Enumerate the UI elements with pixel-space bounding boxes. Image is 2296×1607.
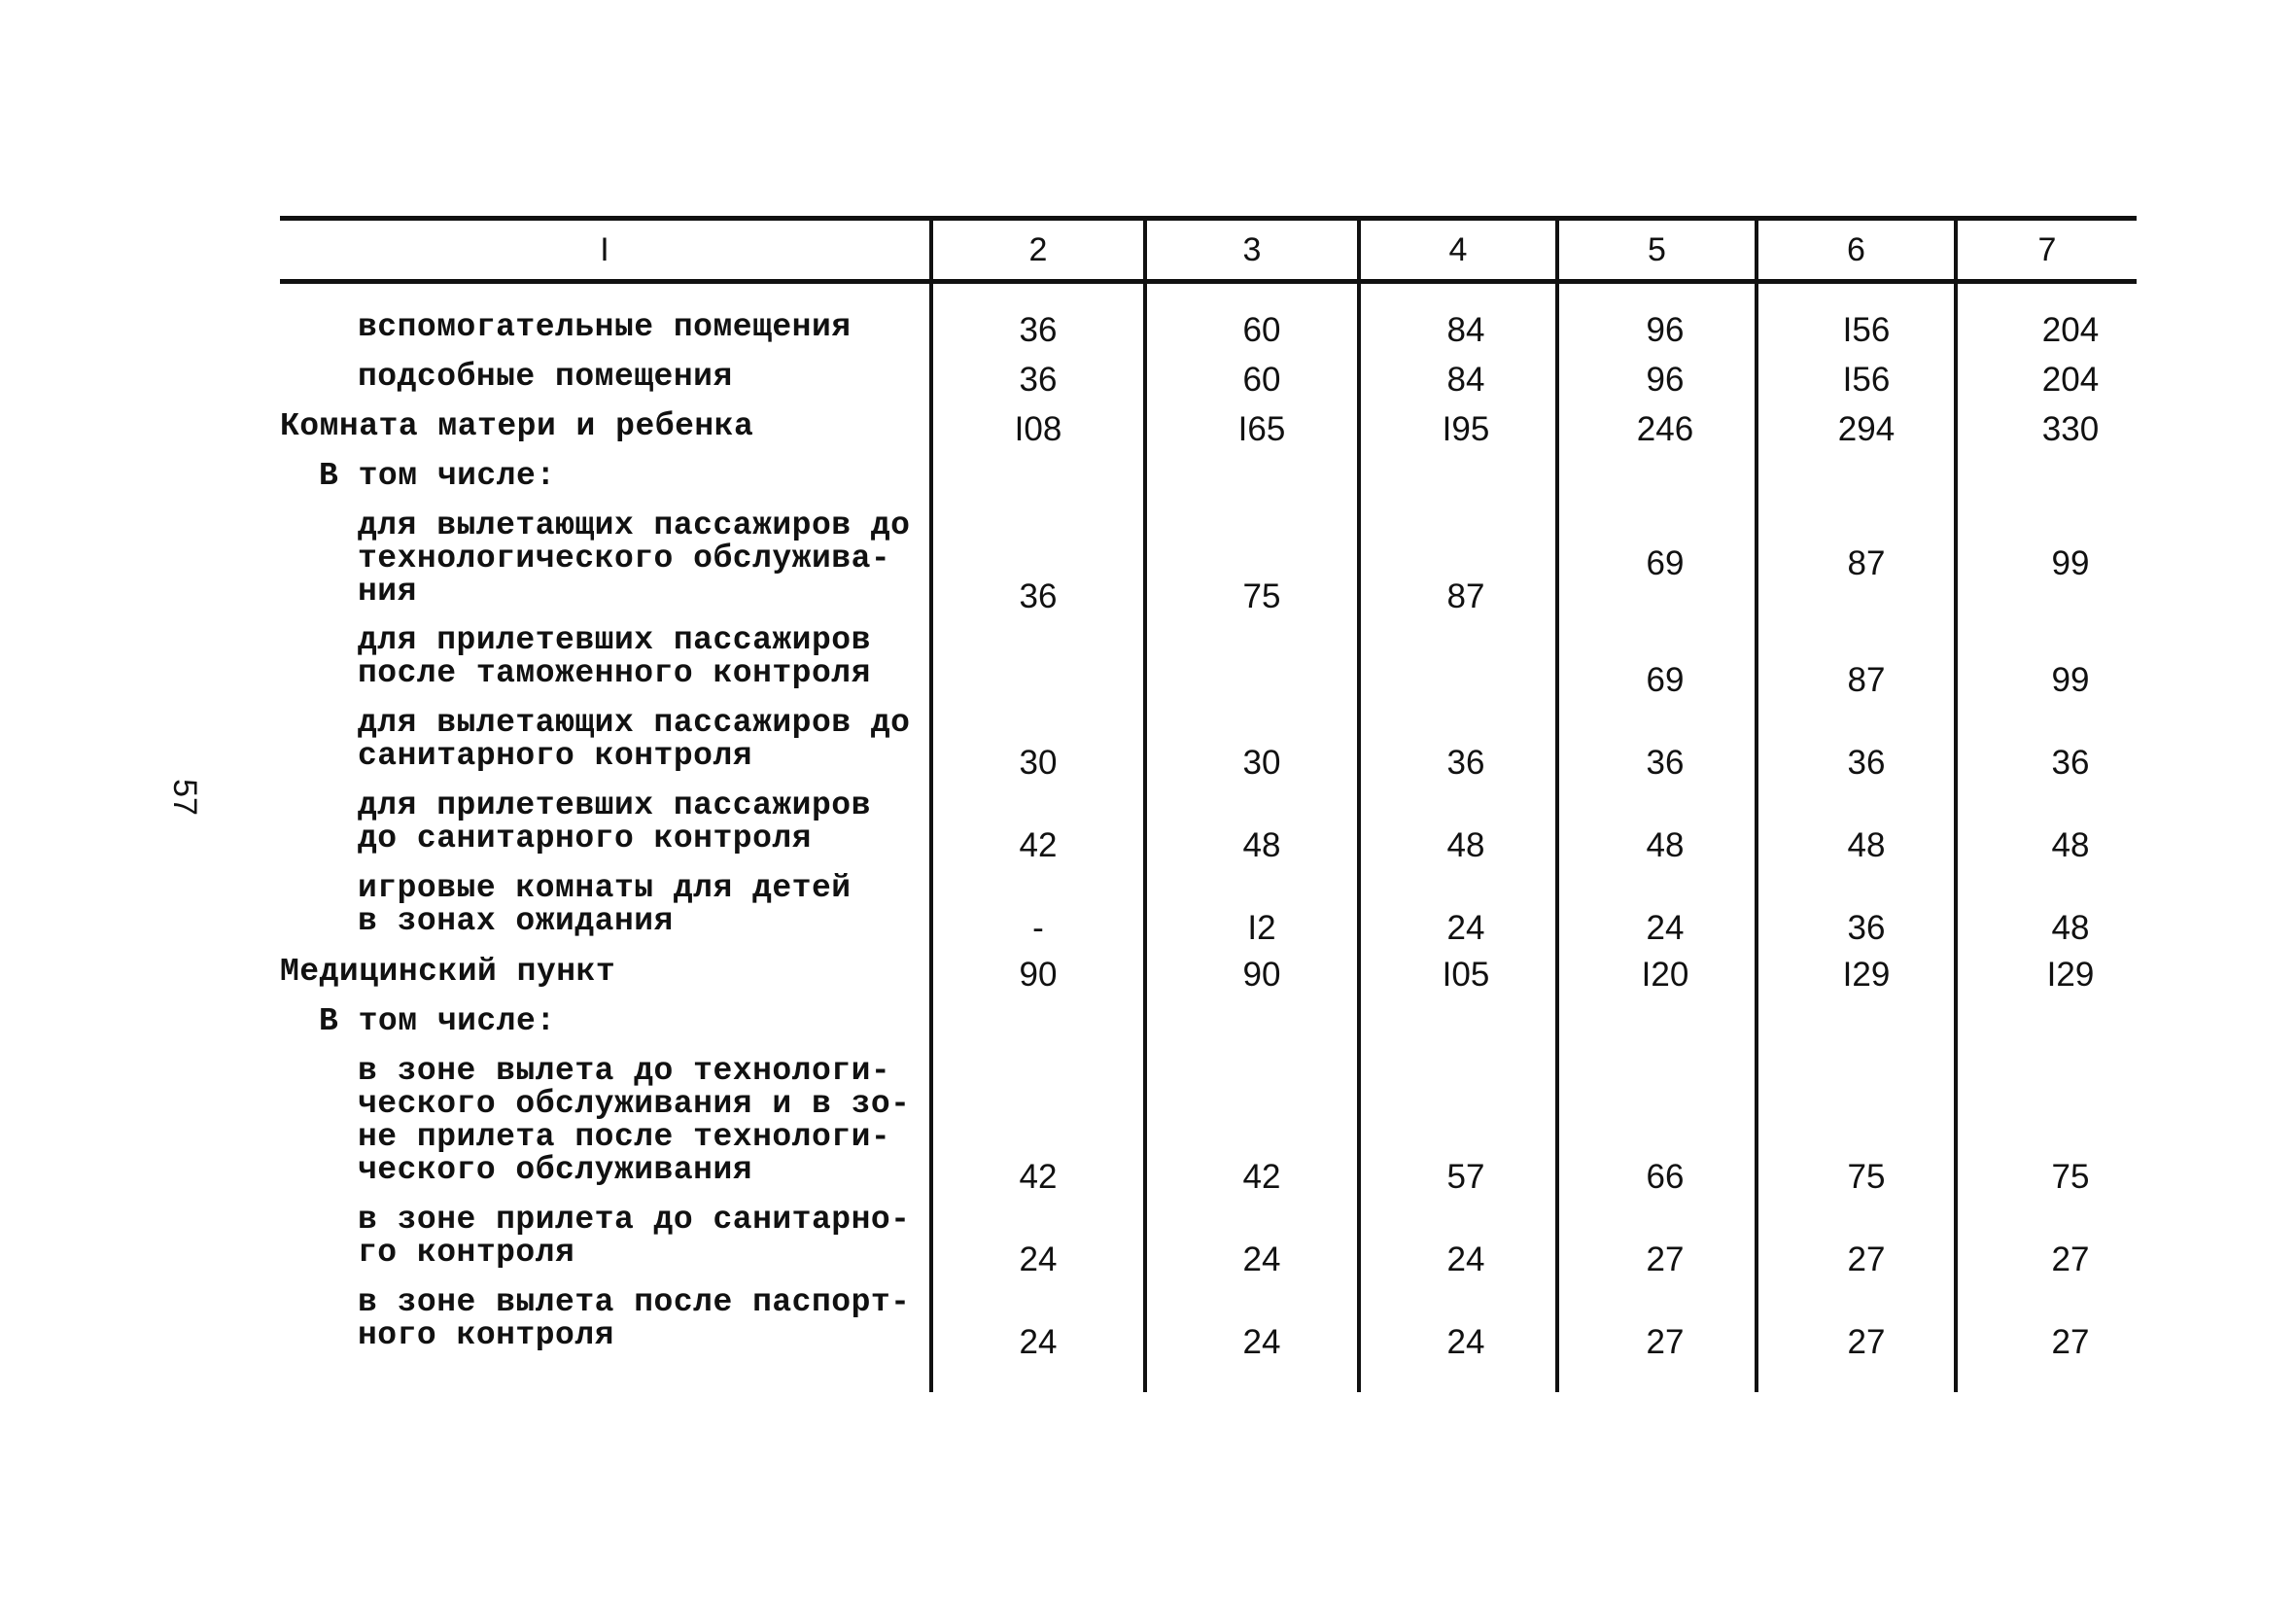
- value-cell-col-2: 24: [1019, 1240, 1058, 1278]
- row-label: для вылетающих пассажиров до технологического обслужива- ния: [358, 507, 911, 610]
- value-cell-col-7: 36: [2051, 744, 2090, 782]
- value-cell-col-6: 87: [1847, 544, 1886, 582]
- header-col-4: 4: [1448, 231, 1468, 268]
- value-cell-col-5: 27: [1646, 1323, 1685, 1361]
- row-label: в зоне прилета до санитарно- го контроля: [358, 1202, 911, 1271]
- table-row: [280, 509, 2137, 616]
- row-label: В том числе:: [319, 1003, 556, 1039]
- value-cell-col-6: 294: [1837, 410, 1896, 448]
- value-cell-col-3: 30: [1242, 744, 1281, 782]
- value-cell-col-2: 24: [1019, 1323, 1058, 1361]
- header-col-6: 6: [1847, 231, 1865, 268]
- table-top-rule: [280, 216, 2137, 221]
- value-cell-col-6: 75: [1847, 1158, 1886, 1196]
- value-cell-col-2: 36: [1019, 361, 1058, 399]
- value-cell-col-4: 84: [1446, 361, 1485, 399]
- header-col-7: 7: [2037, 231, 2057, 268]
- value-cell-col-2: 42: [1019, 826, 1058, 864]
- value-cell-col-5: 96: [1646, 311, 1685, 349]
- table-row: [280, 707, 2137, 783]
- value-cell-col-5: 96: [1646, 361, 1685, 399]
- value-cell-col-5: 69: [1646, 661, 1685, 699]
- value-cell-col-3: I2: [1247, 909, 1276, 947]
- header-col-1: I: [600, 231, 609, 268]
- value-cell-col-6: I56: [1842, 311, 1891, 349]
- value-cell-col-3: 75: [1242, 577, 1281, 615]
- value-cell-col-7: 204: [2041, 361, 2100, 399]
- value-cell-col-4: 84: [1446, 311, 1485, 349]
- value-cell-col-2: 36: [1019, 311, 1058, 349]
- value-cell-col-4: 24: [1446, 909, 1485, 947]
- row-label: Комната матери и ребенка: [280, 408, 754, 444]
- row-label: игровые комнаты для детей в зонах ожидания: [358, 870, 852, 939]
- row-label: подсобные помещения: [358, 359, 733, 395]
- value-cell-col-6: 87: [1847, 661, 1886, 699]
- value-cell-col-4: I05: [1442, 956, 1490, 994]
- table-row: [280, 361, 2137, 400]
- value-cell-col-6: I29: [1842, 956, 1891, 994]
- header-col-3: 3: [1242, 231, 1262, 268]
- row-label: В том числе:: [319, 458, 556, 494]
- page-number: 57: [166, 779, 203, 816]
- row-label: для вылетающих пассажиров до санитарного контроля: [358, 705, 911, 774]
- value-cell-col-4: I95: [1442, 410, 1490, 448]
- value-cell-col-2: 30: [1019, 744, 1058, 782]
- value-cell-col-3: 42: [1242, 1158, 1281, 1196]
- value-cell-col-6: I56: [1842, 361, 1891, 399]
- value-cell-col-6: 36: [1847, 909, 1886, 947]
- value-cell-col-3: 24: [1242, 1240, 1281, 1278]
- row-label: для прилетевших пассажиров после таможенного контроля: [358, 622, 871, 691]
- value-cell-col-7: 204: [2041, 311, 2100, 349]
- value-cell-col-3: 90: [1242, 956, 1281, 994]
- value-cell-col-6: 36: [1847, 744, 1886, 782]
- value-cell-col-2: -: [1032, 909, 1044, 947]
- value-cell-col-6: 27: [1847, 1323, 1886, 1361]
- value-cell-col-6: 48: [1847, 826, 1886, 864]
- header-col-5: 5: [1648, 231, 1666, 268]
- value-cell-col-3: 24: [1242, 1323, 1281, 1361]
- row-label: Медицинский пункт: [280, 954, 616, 990]
- value-cell-col-5: 36: [1646, 744, 1685, 782]
- table-row: [280, 1204, 2137, 1279]
- value-cell-col-5: 69: [1646, 544, 1685, 582]
- value-cell-col-5: 66: [1646, 1158, 1685, 1196]
- value-cell-col-4: 24: [1446, 1323, 1485, 1361]
- value-cell-col-4: 87: [1446, 577, 1485, 615]
- table-row: [280, 789, 2137, 865]
- value-cell-col-7: 99: [2051, 661, 2090, 699]
- value-cell-col-5: 24: [1646, 909, 1685, 947]
- table-row: [280, 1055, 2137, 1197]
- value-cell-col-5: 27: [1646, 1240, 1685, 1278]
- table-row: [280, 1005, 2137, 1044]
- value-cell-col-2: 90: [1019, 956, 1058, 994]
- table-row: [280, 311, 2137, 350]
- table-row: [280, 410, 2137, 449]
- table-header-rule: [280, 279, 2137, 284]
- row-label: в зоне вылета после паспорт- ного контроля: [358, 1284, 911, 1353]
- table-row: [280, 956, 2137, 995]
- value-cell-col-7: 330: [2041, 410, 2100, 448]
- value-cell-col-2: 36: [1019, 577, 1058, 615]
- value-cell-col-3: 48: [1242, 826, 1281, 864]
- value-cell-col-7: 27: [2051, 1323, 2090, 1361]
- table-row: [280, 872, 2137, 948]
- row-label: для прилетевших пассажиров до санитарного контроля: [358, 787, 871, 856]
- value-cell-col-3: I65: [1237, 410, 1286, 448]
- value-cell-col-4: 24: [1446, 1240, 1485, 1278]
- value-cell-col-7: 27: [2051, 1240, 2090, 1278]
- value-cell-col-7: 75: [2051, 1158, 2090, 1196]
- value-cell-col-7: I29: [2046, 956, 2095, 994]
- table-row: [280, 1286, 2137, 1362]
- value-cell-col-5: 48: [1646, 826, 1685, 864]
- value-cell-col-4: 36: [1446, 744, 1485, 782]
- value-cell-col-5: I20: [1641, 956, 1689, 994]
- value-cell-col-2: 42: [1019, 1158, 1058, 1196]
- value-cell-col-4: 48: [1446, 826, 1485, 864]
- value-cell-col-7: 48: [2051, 909, 2090, 947]
- table-row: [280, 624, 2137, 700]
- value-cell-col-5: 246: [1636, 410, 1694, 448]
- value-cell-col-7: 48: [2051, 826, 2090, 864]
- table-row: [280, 460, 2137, 499]
- row-label: в зоне вылета до технологи- ческого обслуживания и в зо- не прилета после технологи- ческого обслуживания: [358, 1053, 911, 1188]
- value-cell-col-4: 57: [1446, 1158, 1485, 1196]
- value-cell-col-6: 27: [1847, 1240, 1886, 1278]
- value-cell-col-3: 60: [1242, 311, 1281, 349]
- row-label: вспомогательные помещения: [358, 309, 852, 345]
- value-cell-col-2: I08: [1014, 410, 1062, 448]
- value-cell-col-3: 60: [1242, 361, 1281, 399]
- header-col-2: 2: [1028, 231, 1048, 268]
- value-cell-col-7: 99: [2051, 544, 2090, 582]
